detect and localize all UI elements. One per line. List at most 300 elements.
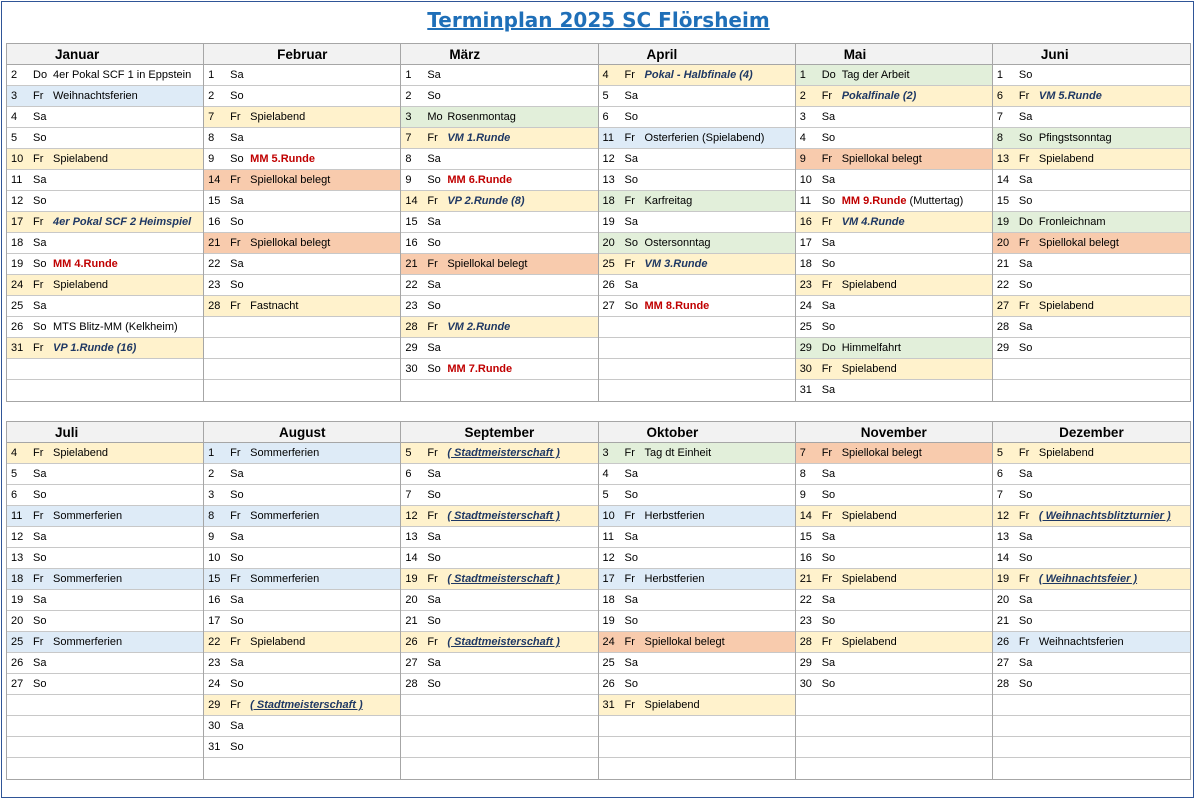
weekday: Sa	[624, 153, 638, 165]
day-number: 30	[208, 720, 221, 732]
calendar-day-row	[7, 443, 203, 464]
month-header: September	[401, 422, 597, 443]
weekday: Fr	[1018, 636, 1030, 648]
event-text	[645, 569, 705, 590]
calendar-day-row	[204, 485, 400, 506]
calendar-day-row	[796, 170, 992, 191]
calendar-day-row	[204, 149, 400, 170]
event-text	[842, 359, 897, 380]
weekday: Sa	[33, 300, 47, 312]
day-number: 23	[799, 279, 812, 291]
weekday: Fr	[624, 69, 635, 81]
day-number: 4	[602, 69, 609, 81]
weekday: Fr	[427, 447, 438, 459]
calendar-day-row	[7, 506, 203, 527]
weekday: Sa	[33, 468, 47, 480]
weekday: So	[1018, 195, 1033, 207]
weekday: Do	[821, 342, 836, 354]
day-number: 17	[11, 216, 24, 228]
day-number: 18	[11, 237, 24, 249]
event-label: Spielabend	[53, 153, 109, 165]
weekday: So	[821, 552, 836, 564]
month-header: Oktober	[599, 422, 795, 443]
day-number: 27	[602, 300, 615, 312]
calendar-day-row	[401, 191, 597, 212]
weekday: Sa	[230, 195, 244, 207]
day-number: 29	[405, 342, 418, 354]
calendar-day-row	[993, 233, 1190, 254]
event-text	[53, 254, 118, 275]
day-number: 4	[602, 468, 609, 480]
weekday: Fr	[230, 699, 241, 711]
day-number: 5	[11, 468, 18, 480]
event-text	[1039, 443, 1094, 464]
weekday: Fr	[230, 111, 241, 123]
calendar-day-row	[796, 107, 992, 128]
event-text	[53, 317, 178, 338]
weekday: Fr	[821, 279, 833, 291]
event-text	[645, 191, 693, 212]
weekday: Sa	[624, 279, 638, 291]
day-number: 5	[996, 447, 1003, 459]
weekday: Fr	[624, 258, 635, 270]
event-label: Spiellokal belegt	[1038, 237, 1119, 249]
event-label: Spiellokal belegt	[841, 153, 922, 165]
calendar-day-row	[796, 548, 992, 569]
weekday: So	[33, 195, 47, 207]
calendar-day-row	[204, 191, 400, 212]
event-text	[1039, 506, 1171, 527]
weekday: Sa	[821, 468, 836, 480]
calendar-day-row	[993, 107, 1190, 128]
calendar-day-row	[401, 65, 597, 86]
calendar-day-row	[993, 254, 1190, 275]
month-header: August	[204, 422, 400, 443]
calendar-day-row	[7, 233, 203, 254]
weekday: Sa	[821, 111, 836, 123]
event-label: ( Stadtmeisterschaft )	[447, 447, 560, 459]
calendar-day-row	[204, 128, 400, 149]
weekday: Fr	[624, 510, 635, 522]
weekday: So	[624, 552, 638, 564]
day-number: 15	[996, 195, 1010, 207]
event-text	[53, 65, 191, 86]
day-number: 10	[602, 510, 615, 522]
event-label: VP 1.Runde (16)	[53, 342, 137, 354]
event-text	[250, 296, 298, 317]
day-number: 7	[996, 111, 1003, 123]
event-text	[842, 275, 897, 296]
event-text	[447, 506, 559, 527]
day-number: 18	[602, 594, 615, 606]
day-number: 16	[208, 594, 221, 606]
calendar-day-row	[401, 695, 597, 716]
weekday: Sa	[1018, 111, 1033, 123]
weekday: Sa	[1018, 531, 1033, 543]
day-number: 13	[405, 531, 418, 543]
calendar-day-row	[993, 737, 1190, 758]
event-text	[1039, 632, 1124, 653]
event-text	[447, 443, 559, 464]
calendar-day-row	[796, 653, 992, 674]
weekday: Fr	[230, 174, 241, 186]
calendar-day-row	[204, 506, 400, 527]
event-label: Spielabend	[250, 636, 306, 648]
day-number: 11	[11, 510, 23, 522]
weekday: Sa	[821, 594, 836, 606]
weekday: Do	[1018, 216, 1033, 228]
day-number: 24	[799, 300, 812, 312]
weekday: Fr	[230, 636, 241, 648]
event-label: MM 4.Runde	[53, 258, 118, 270]
calendar-day-row	[401, 632, 597, 653]
day-number: 11	[11, 174, 23, 186]
calendar-day-row	[401, 443, 597, 464]
day-number: 18	[799, 258, 812, 270]
weekday: Sa	[1018, 657, 1033, 669]
weekday: Fr	[624, 573, 635, 585]
weekday: Fr	[427, 195, 438, 207]
weekday: So	[624, 678, 638, 690]
weekday: So	[624, 489, 638, 501]
calendar-day-row	[204, 296, 400, 317]
month-header: März	[401, 44, 597, 65]
day-number: 28	[996, 678, 1010, 690]
day-number: 27	[405, 657, 418, 669]
calendar-day-row	[796, 464, 992, 485]
day-number: 8	[208, 510, 215, 522]
day-number: 24	[11, 279, 24, 291]
day-number: 23	[799, 615, 812, 627]
weekday: Fr	[33, 279, 44, 291]
calendar-day-row	[599, 212, 795, 233]
event-text	[1039, 128, 1112, 149]
event-label: Spielabend	[250, 111, 306, 123]
calendar-day-row	[7, 464, 203, 485]
event-text	[53, 443, 108, 464]
event-label: Pfingstsonntag	[1038, 132, 1112, 144]
weekday: Fr	[821, 510, 833, 522]
weekday: Sa	[427, 216, 441, 228]
weekday: Fr	[624, 636, 635, 648]
day-number: 7	[799, 447, 806, 459]
weekday: Fr	[821, 216, 833, 228]
weekday: So	[33, 258, 47, 270]
day-number: 22	[208, 636, 221, 648]
weekday: So	[1018, 279, 1033, 291]
calendar-day-row	[993, 653, 1190, 674]
weekday: Sa	[821, 531, 836, 543]
event-label: Spielabend	[1038, 447, 1094, 459]
weekday: So	[33, 678, 47, 690]
day-number: 12	[602, 153, 615, 165]
calendar-day-row	[599, 737, 795, 758]
weekday: Fr	[821, 636, 833, 648]
day-number: 30	[799, 678, 812, 690]
day-number: 30	[799, 363, 812, 375]
calendar-day-row	[204, 716, 400, 737]
event-label: Fronleichnam	[1038, 216, 1106, 228]
day-number: 20	[996, 594, 1010, 606]
event-text	[53, 338, 136, 359]
weekday: So	[821, 132, 836, 144]
weekday: So	[624, 174, 638, 186]
weekday: Sa	[624, 90, 638, 102]
calendar-day-row	[599, 338, 795, 359]
weekday: Fr	[821, 153, 833, 165]
day-number: 11	[602, 531, 614, 543]
event-text	[250, 170, 330, 191]
day-number: 19	[996, 573, 1010, 585]
weekday: Sa	[230, 468, 244, 480]
calendar-day-row	[993, 590, 1190, 611]
calendar-day-row	[796, 191, 992, 212]
event-label: Pokalfinale (2)	[841, 90, 917, 102]
event-label: Weihnachtsferien	[53, 90, 138, 102]
calendar-day-row	[204, 758, 400, 779]
calendar-day-row	[7, 170, 203, 191]
weekday: Sa	[230, 720, 244, 732]
day-number: 3	[602, 447, 609, 459]
event-text	[842, 212, 905, 233]
event-text	[53, 506, 122, 527]
event-text	[842, 65, 910, 86]
event-note: (Muttertag)	[909, 195, 964, 207]
weekday: Fr	[427, 132, 438, 144]
event-label: Spiellokal belegt	[841, 447, 922, 459]
weekday: Sa	[427, 153, 441, 165]
month-column	[796, 422, 993, 779]
weekday: Fr	[230, 573, 241, 585]
calendar-day-row	[204, 254, 400, 275]
event-text	[53, 632, 122, 653]
calendar-day-row	[796, 380, 992, 401]
event-text	[447, 170, 512, 191]
calendar-day-row	[599, 128, 795, 149]
calendar-day-row	[401, 569, 597, 590]
day-number: 17	[208, 615, 221, 627]
event-label: MM 9.Runde	[841, 195, 907, 207]
calendar-day-row	[796, 590, 992, 611]
day-number: 27	[996, 657, 1010, 669]
calendar-second-half	[6, 421, 1191, 780]
month-column	[401, 44, 598, 401]
calendar-day-row	[599, 317, 795, 338]
event-label: Spiellokal belegt	[447, 258, 528, 270]
event-label: MM 6.Runde	[447, 174, 513, 186]
calendar-day-row	[599, 611, 795, 632]
event-label: Sommerferien	[53, 510, 123, 522]
day-number: 21	[405, 615, 418, 627]
month-header: Dezember	[993, 422, 1190, 443]
weekday: Sa	[33, 174, 47, 186]
weekday: Sa	[230, 69, 244, 81]
weekday: Sa	[427, 468, 441, 480]
day-number: 10	[11, 153, 24, 165]
weekday: So	[1018, 489, 1033, 501]
day-number: 8	[208, 132, 215, 144]
event-text	[250, 632, 305, 653]
weekday: Fr	[624, 699, 635, 711]
month-column	[599, 44, 796, 401]
day-number: 16	[799, 552, 812, 564]
weekday: Do	[33, 69, 48, 81]
calendar-day-row	[599, 380, 795, 401]
event-label: VM 1.Runde	[447, 132, 511, 144]
event-text	[842, 191, 964, 212]
day-number: 23	[405, 300, 418, 312]
weekday: So	[427, 237, 441, 249]
event-text	[250, 569, 319, 590]
month-column	[993, 422, 1190, 779]
month-header: April	[599, 44, 795, 65]
calendar-day-row	[401, 380, 597, 401]
event-label: ( Stadtmeisterschaft )	[447, 636, 560, 648]
weekday: Sa	[624, 216, 638, 228]
weekday: Fr	[821, 363, 833, 375]
weekday: Do	[821, 69, 836, 81]
calendar-day-row	[993, 86, 1190, 107]
month-column	[599, 422, 796, 779]
day-number: 5	[602, 489, 609, 501]
day-number: 10	[799, 174, 812, 186]
event-label: Spielabend	[841, 279, 897, 291]
day-number: 4	[11, 111, 18, 123]
event-text	[250, 233, 330, 254]
calendar-day-row	[204, 443, 400, 464]
calendar-day-row	[599, 443, 795, 464]
calendar-day-row	[599, 653, 795, 674]
calendar-day-row	[796, 149, 992, 170]
day-number: 31	[799, 384, 812, 396]
calendar-day-row	[401, 107, 597, 128]
day-number: 16	[405, 237, 418, 249]
day-number: 15	[799, 531, 812, 543]
event-text	[447, 569, 559, 590]
calendar-day-row	[7, 317, 203, 338]
event-label: Sommerferien	[250, 447, 320, 459]
weekday: Sa	[427, 594, 441, 606]
month-header: Januar	[7, 44, 203, 65]
calendar-day-row	[7, 674, 203, 695]
month-column	[796, 44, 993, 401]
weekday: Fr	[821, 573, 833, 585]
day-number: 28	[405, 678, 418, 690]
day-number: 3	[11, 90, 18, 102]
weekday: So	[821, 678, 836, 690]
calendar-day-row	[204, 590, 400, 611]
day-number: 22	[405, 279, 418, 291]
day-number: 30	[405, 363, 418, 375]
calendar-day-row	[796, 233, 992, 254]
day-number: 17	[602, 573, 615, 585]
calendar-day-row	[599, 296, 795, 317]
day-number: 24	[208, 678, 221, 690]
calendar-day-row	[7, 86, 203, 107]
month-column	[204, 44, 401, 401]
event-label: Sommerferien	[53, 573, 123, 585]
event-text	[842, 443, 922, 464]
weekday: So	[624, 237, 638, 249]
weekday: Fr	[1018, 573, 1030, 585]
calendar-day-row	[401, 233, 597, 254]
calendar-day-row	[7, 191, 203, 212]
calendar-day-row	[796, 674, 992, 695]
event-label: MM 7.Runde	[447, 363, 513, 375]
calendar-day-row	[796, 65, 992, 86]
weekday: Sa	[230, 657, 244, 669]
day-number: 5	[11, 132, 18, 144]
calendar-day-row	[599, 254, 795, 275]
event-label: Tag dt Einheit	[644, 447, 712, 459]
calendar-day-row	[599, 233, 795, 254]
event-text	[1039, 296, 1094, 317]
weekday: Sa	[821, 237, 836, 249]
day-number: 2	[208, 468, 215, 480]
calendar-day-row	[7, 149, 203, 170]
calendar-day-row	[599, 107, 795, 128]
calendar-day-row	[599, 695, 795, 716]
day-number: 2	[208, 90, 215, 102]
event-label: VM 3.Runde	[644, 258, 708, 270]
weekday: Sa	[427, 342, 441, 354]
day-number: 29	[996, 342, 1010, 354]
calendar-day-row	[204, 212, 400, 233]
weekday: Sa	[1018, 174, 1033, 186]
day-number: 14	[996, 552, 1010, 564]
event-label: Sommerferien	[250, 573, 320, 585]
day-number: 6	[996, 90, 1003, 102]
calendar-day-row	[993, 338, 1190, 359]
weekday: So	[427, 363, 441, 375]
weekday: So	[230, 489, 244, 501]
calendar-day-row	[204, 632, 400, 653]
calendar-day-row	[204, 233, 400, 254]
calendar-day-row	[599, 275, 795, 296]
day-number: 25	[799, 321, 812, 333]
day-number: 25	[602, 657, 615, 669]
day-number: 12	[405, 510, 418, 522]
calendar-day-row	[7, 338, 203, 359]
calendar-day-row	[796, 527, 992, 548]
calendar-day-row	[204, 611, 400, 632]
event-text	[250, 695, 362, 716]
event-text	[447, 254, 527, 275]
weekday: Sa	[33, 657, 47, 669]
calendar-day-row	[599, 548, 795, 569]
event-text	[645, 695, 700, 716]
day-number: 12	[11, 195, 24, 207]
weekday: So	[230, 90, 244, 102]
day-number: 14	[799, 510, 812, 522]
month-header: Juli	[7, 422, 203, 443]
event-text	[645, 65, 753, 86]
day-number: 25	[11, 636, 24, 648]
event-label: Ostersonntag	[644, 237, 711, 249]
day-number: 19	[11, 594, 24, 606]
day-number: 19	[996, 216, 1010, 228]
calendar-day-row	[401, 506, 597, 527]
event-label: ( Weihnachtsfeier )	[1038, 573, 1138, 585]
event-label: Spiellokal belegt	[250, 237, 331, 249]
event-label: MM 8.Runde	[644, 300, 710, 312]
event-label: Spielabend	[841, 573, 897, 585]
event-text	[645, 443, 712, 464]
page-title: Terminplan 2025 SC Flörsheim	[427, 8, 770, 32]
weekday: Sa	[33, 111, 47, 123]
weekday: So	[427, 174, 441, 186]
day-number: 2	[11, 69, 18, 81]
